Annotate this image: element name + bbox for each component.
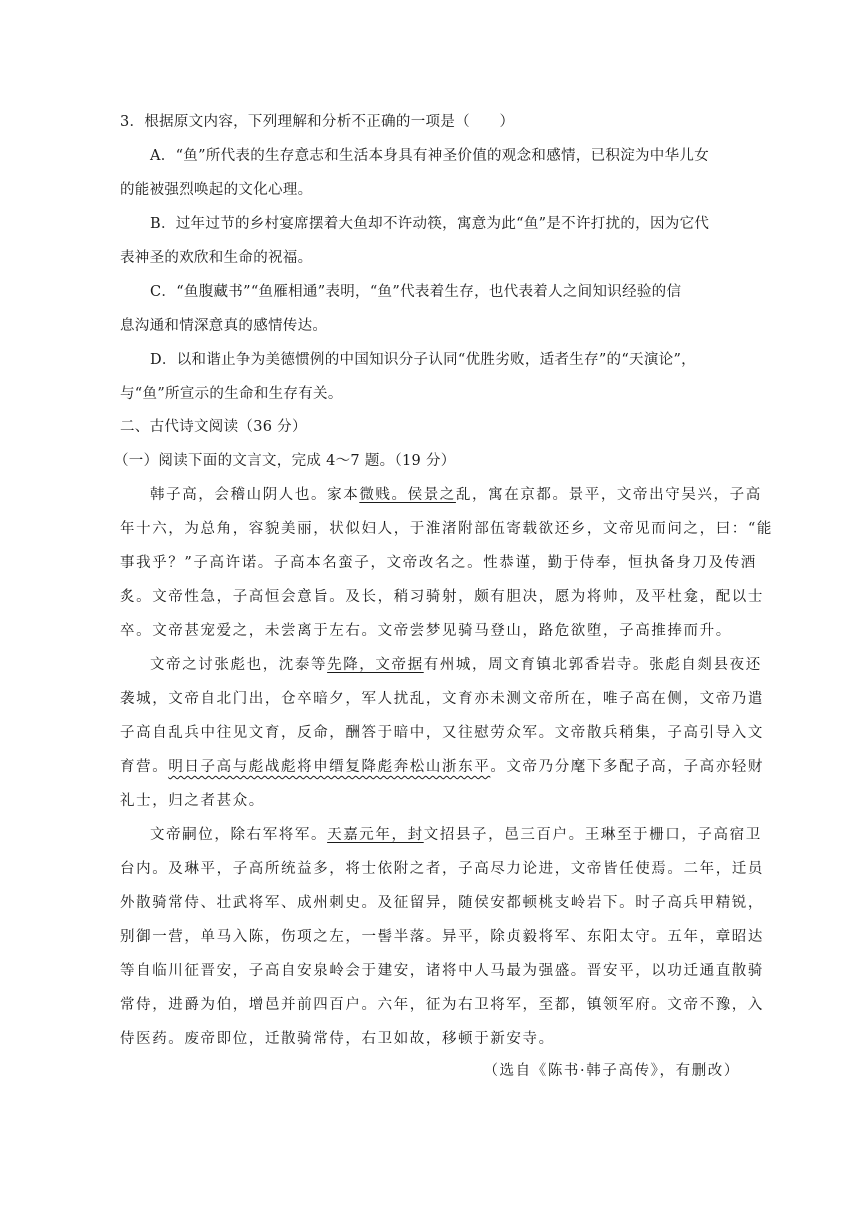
option-b-line-2: 表神圣的欢欣和生命的祝福。 (120, 250, 313, 266)
option-a-line-1: A．“鱼”所代表的生存意志和生活本身具有神圣价值的观念和感情，已积淀为中华儿女 (150, 148, 709, 164)
passage-p3-line-6: 常侍，进爵为伯，增邑并前四百户。六年，征为右卫将军，至都，镇领军府。文帝不豫，入 (120, 997, 764, 1013)
passage-p1-line-3: 事我乎？”子高许诺。子高本名蛮子，文帝改名之。性恭谨，勤于侍奉，恒执备身刀及传酒 (120, 555, 757, 571)
text-run: 乱，寓在京都。景平，文帝出守吴兴，子高 (455, 487, 762, 503)
text-run: 文招县子，邑三百户。王琳至于栅口，子高宿卫 (423, 827, 762, 843)
passage-source: （选自《陈书·韩子高传》，有删改） (483, 1063, 740, 1079)
option-c-line-1: C．“鱼腹藏书”“鱼雁相通”表明，“鱼”代表着生存，也代表着人之间知识经验的信 (150, 284, 682, 300)
option-c-line-2: 息沟通和情深意真的感情传达。 (120, 318, 328, 334)
underlined-phrase: 天嘉元年，封 (327, 827, 424, 843)
option-a-line-2: 的能被强烈唤起的文化心理。 (120, 182, 313, 198)
passage-p1-line-5: 卒。文帝甚宠爱之，未尝离于左右。文帝尝梦见骑马登山，路危欲堕，子高推捧而升。 (120, 623, 732, 639)
passage-p1-line-1 (150, 485, 762, 505)
passage-p2-line-3: 子高自乱兵中往见文育，反命，酬答于暗中，又往慰劳众军。文帝散兵稍集，子高引导入文 (120, 725, 764, 741)
passage-p3-line-1 (150, 825, 762, 845)
text-run: 文帝之讨张彪也，沈泰等 (150, 657, 328, 673)
underlined-phrase: 先降，文帝据 (327, 657, 424, 673)
passage-p3-line-4: 别御一营，单马入陈，伤项之左，一髻半落。异平，除贞毅将军、东阳太守。五年，章昭达 (120, 929, 764, 945)
passage-p2-line-1 (150, 655, 762, 675)
wavy-underlined-sentence: 明日子高与彪战彪将申缙复降彪奔松山浙东平 (168, 759, 491, 775)
passage-p1-line-4: 炙。文帝性急，子高恒会意旨。及长，稍习骑射，颇有胆决，愿为将帅，及平杜龛，配以士 (120, 589, 764, 605)
section-2-title: 二、古代诗文阅读（36 分） (120, 419, 307, 435)
passage-p2-line-2: 袭城，文帝自北门出，仓卒暗夕，军人扰乱，文育亦未测文帝所在，唯子高在侧，文帝乃遣 (120, 691, 764, 707)
underlined-phrase: 微贱。侯景之 (359, 487, 456, 503)
text-run: 育营。 (120, 759, 169, 775)
option-d-line-2: 与“鱼”所宣示的生命和生存有关。 (120, 386, 343, 402)
text-run: 有州城，周文育镇北郭香岩寺。张彪自剡县夜还 (423, 657, 762, 673)
section-2-subtitle: （一）阅读下面的文言文，完成 4～7 题。（19 分） (114, 453, 456, 469)
passage-p3-line-5: 等自临川征晋安，子高自安泉岭会于建安，诸将中人马最为强盛。晋安平，以功迁通直散骑 (120, 963, 764, 979)
passage-p2-line-5: 礼士，归之者甚众。 (120, 793, 265, 809)
passage-p1-line-2: 年十六，为总角，容貌美丽，状似妇人，于淮渚附部伍寄载欲还乡，文帝见而问之，曰：“能 (120, 521, 774, 537)
question-3-stem: 3．根据原文内容，下列理解和分析不正确的一项是（ ） (120, 114, 515, 130)
text-run: 。文帝乃分麾下多配子高，子高亦轻财 (490, 759, 765, 775)
passage-p3-line-7: 侍医药。废帝即位，迁散骑常侍，右卫如故，移顿于新安寺。 (120, 1031, 555, 1047)
passage-p3-line-3: 外散骑常侍、壮武将军、成州刺史。及征留异，随侯安都顿桃支岭岩下。时子高兵甲精锐， (120, 895, 764, 911)
text-run: 韩子高，会稽山阴人也。家本 (150, 487, 360, 503)
passage-p2-line-4 (120, 757, 765, 777)
text-run: 文帝嗣位，除右军将军。 (150, 827, 328, 843)
option-d-line-1: D．以和谐止争为美德惯例的中国知识分子认同“优胜劣败，适者生存”的“天演论”， (150, 352, 696, 368)
passage-p3-line-2: 台内。及琳平，子高所统益多，将士依附之者，子高尽力论进，文帝皆任使焉。二年，迁员 (120, 861, 764, 877)
option-b-line-1: B．过年过节的乡村宴席摆着大鱼却不许动筷，寓意为此“鱼”是不许打扰的，因为它代 (150, 216, 710, 232)
